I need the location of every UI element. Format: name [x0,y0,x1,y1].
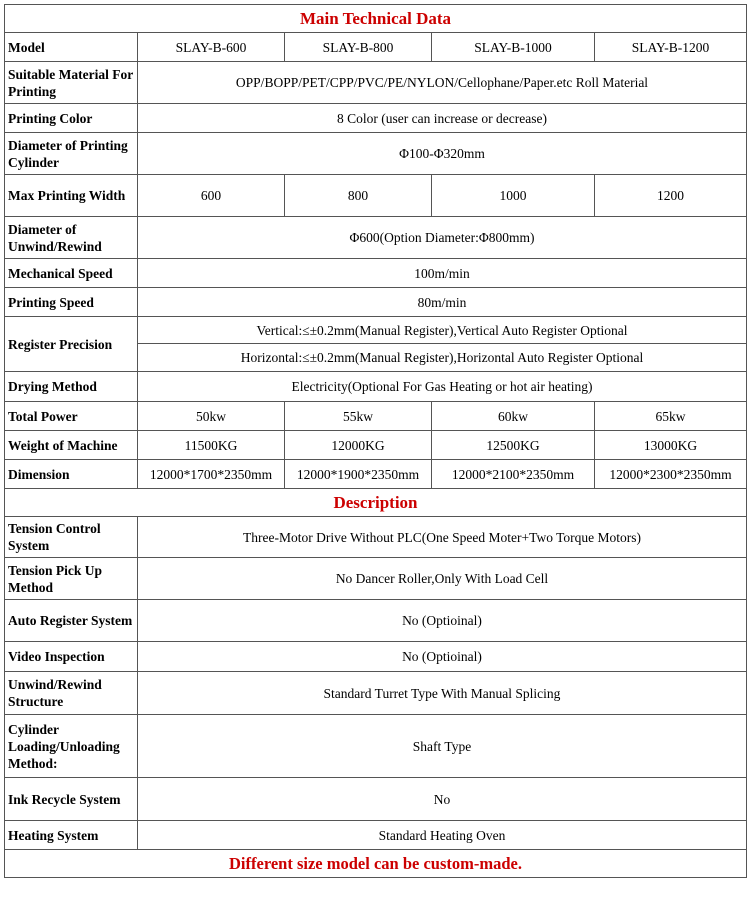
table-row [5,600,747,642]
table-row [5,517,747,558]
table-row [5,288,747,317]
row-label: Diameter of Printing Cylinder [5,133,138,175]
row-value: 1200 [595,175,747,217]
row-label: Weight of Machine [5,431,138,460]
table-row [5,460,747,489]
table-row [5,133,747,175]
row-value: 13000KG [595,431,747,460]
row-label: Max Printing Width [5,175,138,217]
table-row [5,259,747,288]
table-row [5,317,747,344]
section-title-row [5,489,747,517]
row-value: 12500KG [432,431,595,460]
row-value: 12000*1900*2350mm [285,460,432,489]
row-label: Tension Control System [5,517,138,558]
model-label: Model [5,33,138,62]
table-row [5,715,747,778]
row-value: 800 [285,175,432,217]
table-row [5,62,747,104]
row-value: OPP/BOPP/PET/CPP/PVC/PE/NYLON/Cellophane/Paper.etc Roll Material [138,62,747,104]
table-row [5,431,747,460]
model-cell: SLAY-B-1200 [595,33,747,62]
row-value: No [138,778,747,821]
technical-data-table [4,4,747,878]
table-row [5,642,747,672]
row-value: 1000 [432,175,595,217]
table-row [5,217,747,259]
row-label: Printing Speed [5,288,138,317]
row-value: 12000KG [285,431,432,460]
row-value: 55kw [285,402,432,431]
row-value: Standard Heating Oven [138,821,747,850]
row-value: No Dancer Roller,Only With Load Cell [138,558,747,600]
row-value: 60kw [432,402,595,431]
table-row [5,33,747,62]
table-row [5,821,747,850]
model-cell: SLAY-B-600 [138,33,285,62]
row-value: Horizontal:≤±0.2mm(Manual Register),Horizontal Auto Register Optional [138,344,747,372]
description-title: Description [5,489,747,517]
row-label: Auto Register System [5,600,138,642]
row-value: 65kw [595,402,747,431]
row-value: Shaft Type [138,715,747,778]
row-value: Three-Motor Drive Without PLC(One Speed Moter+Two Torque Motors) [138,517,747,558]
row-value: 12000*2100*2350mm [432,460,595,489]
row-value: Vertical:≤±0.2mm(Manual Register),Vertical Auto Register Optional [138,317,747,344]
table-row [5,175,747,217]
row-label: Suitable Material For Printing [5,62,138,104]
table-row [5,778,747,821]
model-cell: SLAY-B-1000 [432,33,595,62]
row-value: 80m/min [138,288,747,317]
row-label: Diameter of Unwind/Rewind [5,217,138,259]
row-label: Tension Pick Up Method [5,558,138,600]
footer-note: Different size model can be custom-made. [5,850,747,878]
row-value: No (Optioinal) [138,600,747,642]
row-value: 50kw [138,402,285,431]
row-label: Drying Method [5,372,138,402]
table-row [5,402,747,431]
row-value: Φ600(Option Diameter:Φ800mm) [138,217,747,259]
row-value: 11500KG [138,431,285,460]
row-label: Total Power [5,402,138,431]
row-label: Register Precision [5,317,138,372]
table-row [5,372,747,402]
model-cell: SLAY-B-800 [285,33,432,62]
row-label: Printing Color [5,104,138,133]
row-value: Electricity(Optional For Gas Heating or hot air heating) [138,372,747,402]
table-title: Main Technical Data [5,5,747,33]
row-value: 100m/min [138,259,747,288]
row-value: 12000*1700*2350mm [138,460,285,489]
row-label: Video Inspection [5,642,138,672]
row-value: 12000*2300*2350mm [595,460,747,489]
row-label: Ink Recycle System [5,778,138,821]
table-title-row [5,5,747,33]
row-label: Dimension [5,460,138,489]
footer-row [5,850,747,878]
row-label: Heating System [5,821,138,850]
table-row [5,558,747,600]
row-value: 8 Color (user can increase or decrease) [138,104,747,133]
row-value: No (Optioinal) [138,642,747,672]
table-row [5,672,747,715]
row-label: Cylinder Loading/Unloading Method: [5,715,138,778]
spec-sheet [4,4,746,895]
table-row [5,104,747,133]
row-label: Mechanical Speed [5,259,138,288]
row-label: Unwind/Rewind Structure [5,672,138,715]
row-value: 600 [138,175,285,217]
row-value: Standard Turret Type With Manual Splicing [138,672,747,715]
row-value: Φ100-Φ320mm [138,133,747,175]
